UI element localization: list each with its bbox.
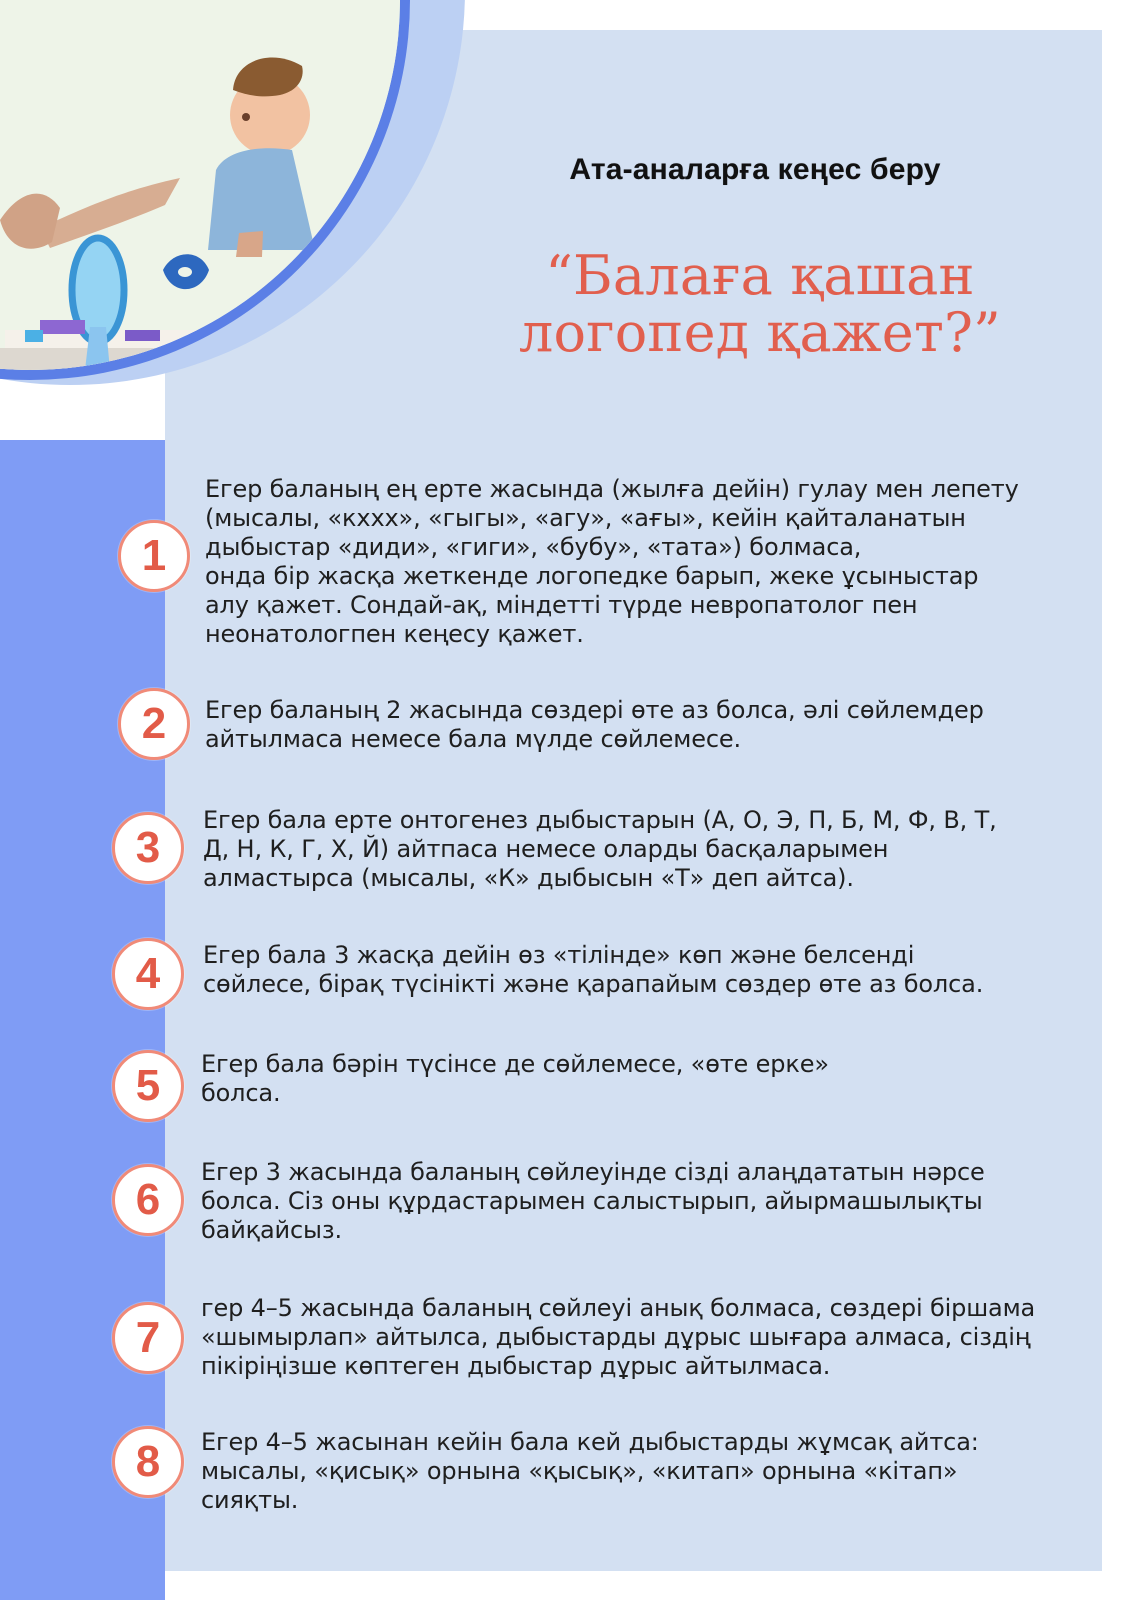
parent-advice-label: Ата-аналарға кеңес беру — [569, 153, 941, 186]
advice-text-3: Егер бала ерте онтогенез дыбыстарын (А, О, Э, П, Б, М, Ф, В, Т, Д, Н, К, Г, Х, Й) айтпаса немесе оларды басқаларымен алмастырса (мысалы, «К» дыбысын «Т» деп айтса). — [203, 806, 997, 892]
advice-text-6: Егер 3 жасында баланың сөйлеуінде сізді алаңдататын нәрсе болса. Сіз оны құрдастарымен салыстырып, айырмашылықты байқайсыз. — [201, 1158, 985, 1244]
advice-number-1: 1 — [118, 520, 190, 592]
advice-text-2: Егер баланың 2 жасында сөздері өте аз болса, әлі сөйлемдер айтылмаса немесе бала мүлде сөйлемесе. — [205, 696, 984, 753]
advice-number-3: 3 — [112, 812, 184, 884]
advice-number-2: 2 — [118, 688, 190, 760]
advice-number-5: 5 — [112, 1050, 184, 1122]
advice-number-8: 8 — [112, 1426, 184, 1498]
advice-text-4: Егер бала 3 жасқа дейін өз «тілінде» көп және белсенді сөйлесе, бірақ түсінікті және қарапайым сөздер өте аз болса. — [203, 941, 984, 998]
page-title-line-1: “Балаға қашан — [545, 244, 975, 307]
advice-number-6: 6 — [112, 1164, 184, 1236]
advice-text-1: Егер баланың ең ерте жасында (жылға дейін) гулау мен лепету (мысалы, «кххх», «гыгы», «агу», «ағы», кейін қайталанатын дыбыстар «диди», «гиги», «бубу», «тата») болмаса, онда бір жасқа жеткенде логопедке барып, жеке ұсыныстар алу қажет. Сондай-ақ, міндетті түрде невропатолог пен неонатологпен кеңесу қажет. — [205, 475, 1019, 648]
advice-number-7: 7 — [112, 1302, 184, 1374]
advice-number-4: 4 — [112, 938, 184, 1010]
page-title-line-2: логопед қажет?” — [519, 300, 1001, 364]
advice-text-8: Егер 4–5 жасынан кейін бала кей дыбыстарды жұмсақ айтса: мысалы, «қисық» орнына «қысық», «китап» орнына «кітап» сияқты. — [201, 1428, 979, 1514]
advice-text-5: Егер бала бәрін түсінсе де сөйлемесе, «өте ерке» болса. — [201, 1050, 829, 1107]
advice-text-7: гер 4–5 жасында баланың сөйлеуі анық болмаса, сөздері біршама «шымырлап» айтылса, дыбыстарды дұрыс шығара алмаса, сіздің пікіріңізше көптеген дыбыстар дұрыс айтылмаса. — [201, 1294, 1036, 1380]
